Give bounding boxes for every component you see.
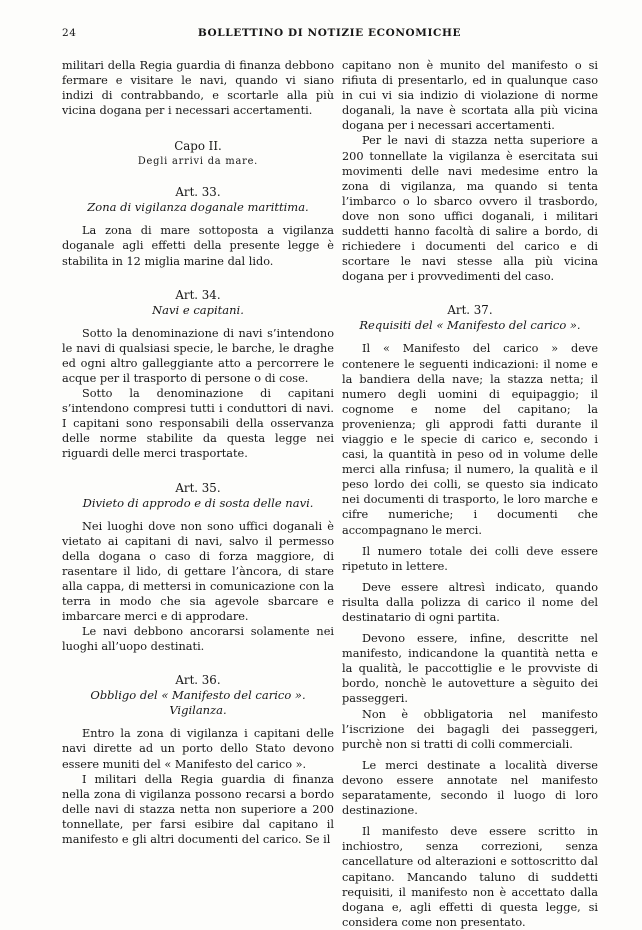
article-title: Requisiti del « Manifesto del carico ». (359, 318, 581, 333)
paragraph: I militari della Regia guardia di finanza nella zona di vigilanza possono recarsi a bordo delle navi di stazza netta non superiore a 200 tonnellate, per farsi esibire dal capitano il manifesto e gli altri documenti del carico. Se il (62, 772, 334, 846)
article-number: Art. 34. (175, 287, 221, 302)
page-number: 24 (62, 27, 77, 39)
left-column (62, 58, 334, 847)
article-title: Navi e capitani. (152, 302, 244, 317)
paragraph: Deve essere altresì indicato, quando risulta dalla polizza di carico il nome del destinatario di ogni partita. (342, 580, 598, 624)
page-header (62, 27, 597, 43)
paragraph: Il manifesto deve essere scritto in inchiostro, senza correzioni, senza cancellature od alterazioni e sottoscritto dal capitano. Mancando taluno di suddetti requisiti, il manifesto non è accettato dalla dogana e, agli effetti di questa legge, si considera come non presentato. (342, 825, 598, 929)
paragraph: Entro la zona di vigilanza i capitani delle navi dirette ad un porto dello Stato devono essere muniti del « Manifesto del carico ». (62, 727, 334, 771)
paragraph: Nei luoghi dove non sono uffici doganali è vietato ai capitani di navi, salvo il permesso della dogana o caso di forza maggiore, di rasentare il lido, di gettare l’àncora, di stare alla cappa, di mettersi in comunicazione con la terra in modo che sia agevole sbarcare e imbarcare merci e di approdare. (62, 519, 334, 624)
right-column (342, 58, 598, 930)
paragraph: militari della Regia guardia di finanza debbono fermare e visitare le navi, quando vi siano indizi di contrabbando, e scortarle alla più vicina dogana per i necessari accertamenti. (62, 59, 334, 118)
article-number: Art. 36. (175, 673, 221, 688)
paragraph: Non è obbligatoria nel manifesto l’iscrizione dei bagagli dei passeggeri, purchè non si tratti di colli commerciali. (342, 707, 598, 751)
article-title: Obbligo del « Manifesto del carico ». Vigilanza. (90, 688, 306, 718)
paragraph: Il « Manifesto del carico » deve contenere le seguenti indicazioni: il nome e la bandiera della nave; la stazza netta; il numero degli uomini di equipaggio; il cognome e nome del capitano; la provenienza; gli approdi fatti durante il viaggio e le specie di carico e, secondo i casi, la quantità in peso od in volume delle merci alla rinfusa; il numero, la qualità e il peso lordo dei colli, se questo sia indicato nei documenti di trasporto, le loro marche e cifre numeriche; i documenti che accompagnano le merci. (342, 342, 598, 537)
paragraph: Il numero totale dei colli deve essere ripetuto in lettere. (342, 544, 598, 573)
paragraph: Le navi debbono ancorarsi solamente nei luoghi all’uopo destinati. (62, 625, 334, 654)
paragraph: Sotto la denominazione di capitani s’intendono compresi tutti i conduttori di navi. I capitani sono responsabili della osservanza delle norme stabilite da questa legge nei riguardi delle merci trasportate. (62, 387, 334, 461)
running-title: BOLLETTINO DI NOTIZIE ECONOMICHE (197, 27, 462, 39)
article-number: Art. 33. (175, 185, 221, 200)
chapter-title: Capo II. (174, 139, 222, 154)
chapter-subtitle: Degli arrivi da mare. (137, 156, 259, 168)
paragraph: capitano non è munito del manifesto o si rifiuta di presentarlo, ed in qualunque caso in cui vi sia indizio di violazione di norme doganali, la nave è scortata alla più vicina dogana per i necessari accertamenti. (342, 59, 598, 133)
paragraph: Sotto la denominazione di navi s’intendono le navi di qualsiasi specie, le barche, le draghe ed ogni altro galleggiante atto a percorrere le acque per il trasporto di persone o di cose. (62, 326, 334, 385)
article-number: Art. 37. (447, 303, 493, 318)
article-title: Divieto di approdo e di sosta delle navi. (82, 495, 314, 510)
article-number: Art. 35. (175, 480, 221, 495)
paragraph: Devono essere, infine, descritte nel manifesto, indicandone la quantità netta e la qualità, le paccottiglie e le provviste di bordo, nonchè le autovetture a sèguito dei passeggeri. (342, 632, 598, 706)
paragraph: La zona di mare sottoposta a vigilanza doganale agli effetti della presente legge è stabilita in 12 miglia marine dal lido. (62, 224, 334, 268)
paragraph: Le merci destinate a località diverse devono essere annotate nel manifesto separatamente, secondo il luogo di loro destinazione. (342, 758, 598, 818)
article-title: Zona di vigilanza doganale marittima. (87, 200, 309, 215)
paragraph: Per le navi di stazza netta superiore a 200 tonnellate la vigilanza è esercitata sui movimenti delle navi medesime entro la zona di vigilanza, ma quando si tenta l’imbarco o lo sbarco ovvero il trasbordo, dove non sono uffici doganali, i militari suddetti hanno facoltà di salire a bordo, di richiedere i documenti del carico e di scortare le navi stesse alla più vicina dogana per i provvedimenti del caso. (342, 134, 598, 284)
